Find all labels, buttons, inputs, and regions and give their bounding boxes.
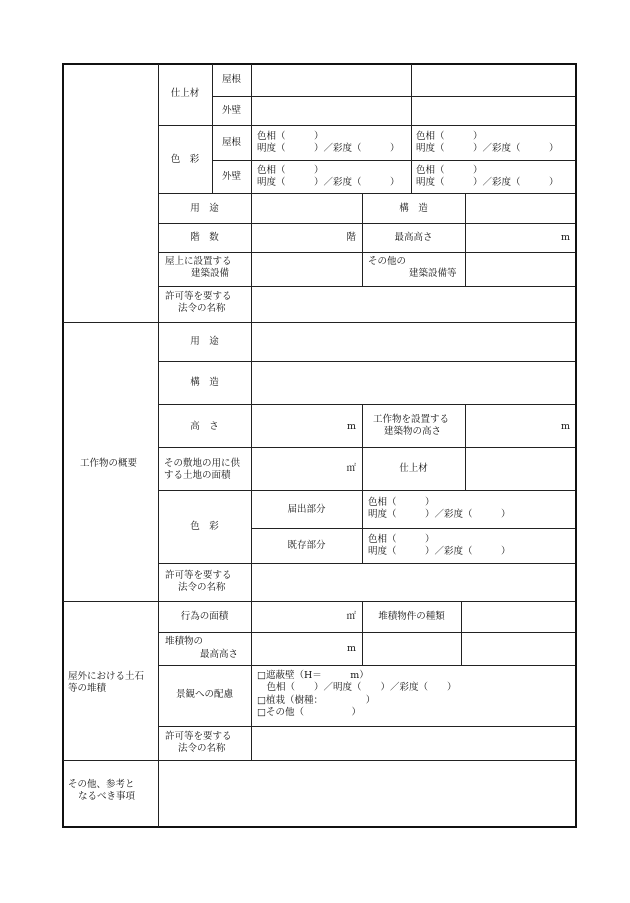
line (465, 404, 466, 490)
section-divider (158, 64, 159, 827)
roof-label: 屋根 (221, 74, 241, 85)
line (158, 125, 575, 126)
frame-bottom (62, 826, 576, 828)
color-wall-label: 外壁 (221, 171, 241, 182)
site-area-unit: ㎡ (346, 463, 356, 474)
structure-height-unit: m (346, 421, 356, 432)
structure-use-label: 用 途 (190, 336, 219, 347)
wall-label: 外壁 (221, 105, 241, 116)
line (158, 490, 575, 491)
line (158, 447, 575, 448)
structure-permit-label-2: 法令の名称 (178, 582, 226, 593)
act-area-label: 行為の面積 (180, 611, 229, 622)
section-sep-2 (63, 601, 575, 602)
pile-height-label-2: 最高高さ (200, 649, 239, 660)
line (411, 64, 412, 193)
frame-left (62, 63, 64, 828)
reported-hue: 色相（ ） (368, 497, 435, 508)
floors-label: 階 数 (190, 232, 219, 243)
line (362, 404, 363, 563)
roof-value-sat-a: 明度（ ）／彩度（ ） (257, 143, 400, 154)
structure-permit-label-1: 許可等を要する (165, 570, 232, 581)
wall-hue-a: 色相（ ） (257, 165, 324, 176)
structure-finish-label: 仕上材 (399, 463, 428, 474)
other-label-2: なるべき事項 (78, 791, 136, 802)
line (158, 404, 575, 405)
site-area-label-1: その敷地の用に供 (164, 458, 241, 469)
line (158, 361, 575, 362)
line (251, 601, 252, 760)
other-equip-label-2: 建築設備等 (409, 268, 457, 279)
other-equip-label-1: その他の (368, 256, 407, 267)
structure-label: 構 造 (399, 203, 428, 214)
floors-unit: 階 (346, 232, 356, 243)
storage-section-label-2: 等の堆積 (68, 683, 107, 694)
wall-value-sat-b: 明度（ ）／彩度（ ） (416, 177, 559, 188)
act-area-unit: ㎡ (346, 611, 356, 622)
landscape-label: 景観への配慮 (175, 689, 233, 700)
rooftop-label-1: 屋上に設置する (165, 256, 232, 267)
storage-permit-label-1: 許可等を要する (165, 731, 232, 742)
rooftop-label-2: 建築設備 (191, 268, 230, 279)
line (251, 528, 575, 529)
line (158, 252, 575, 253)
roof-hue-a: 色相（ ） (257, 131, 324, 142)
line (461, 601, 462, 665)
use-label: 用 途 (190, 203, 219, 214)
wall-value-sat-a: 明度（ ）／彩度（ ） (257, 177, 400, 188)
line (158, 223, 575, 224)
other-label-1: その他、参考と (68, 779, 135, 790)
landscape-line-4: □その他（ ） (257, 707, 361, 718)
color-label: 色 彩 (170, 154, 200, 165)
line (158, 286, 575, 287)
reported-part-label: 届出部分 (287, 504, 326, 515)
frame-top (62, 63, 576, 65)
line (158, 665, 575, 666)
roof-hue-b: 色相（ ） (416, 131, 483, 142)
pile-height-label-1: 堆積物の (165, 636, 204, 647)
structure-structure-label: 構 造 (190, 377, 219, 388)
line (158, 632, 575, 633)
pile-height-unit: m (346, 643, 356, 654)
line (158, 563, 575, 564)
line (158, 193, 575, 194)
section-sep-1 (63, 322, 575, 323)
existing-hue: 色相（ ） (368, 534, 435, 545)
site-area-label-2: する土地の面積 (164, 470, 231, 481)
wall-hue-b: 色相（ ） (416, 165, 483, 176)
permit-label-2: 法令の名称 (178, 303, 226, 314)
structure-section-label: 工作物の概要 (80, 458, 138, 469)
existing-part-label: 既存部分 (287, 540, 326, 551)
permit-label-1: 許可等を要する (165, 291, 232, 302)
max-height-label: 最高高さ (394, 232, 433, 243)
section-sep-3 (63, 760, 575, 761)
structure-height-label: 高 さ (190, 421, 219, 432)
frame-right (575, 63, 577, 828)
line (251, 322, 252, 601)
line (212, 160, 575, 161)
material-type-label: 堆積物件の種類 (378, 611, 445, 622)
building-height-label-2: 建築物の高さ (384, 426, 442, 437)
landscape-line-3: □植栽（樹種： ） (257, 695, 376, 706)
landscape-line-2: 色相（ ）／明度（ ）／彩度（ ） (257, 682, 457, 693)
finish-label: 仕上材 (170, 88, 200, 99)
existing-value-sat: 明度（ ）／彩度（ ） (368, 546, 511, 557)
max-height-unit: m (560, 232, 570, 243)
line (465, 193, 466, 286)
roof-value-sat-b: 明度（ ）／彩度（ ） (416, 143, 559, 154)
line (158, 726, 575, 727)
storage-section-label-1: 屋外における土石 (68, 671, 145, 682)
building-height-label-1: 工作物を設置する (373, 414, 450, 425)
reported-value-sat: 明度（ ）／彩度（ ） (368, 509, 511, 520)
structure-color-label: 色 彩 (190, 521, 219, 532)
storage-permit-label-2: 法令の名称 (178, 743, 226, 754)
color-roof-label: 屋根 (221, 137, 241, 148)
building-height-unit: m (560, 421, 570, 432)
line (212, 96, 575, 97)
landscape-line-1: □遮蔽壁（H＝ m） (257, 670, 369, 681)
